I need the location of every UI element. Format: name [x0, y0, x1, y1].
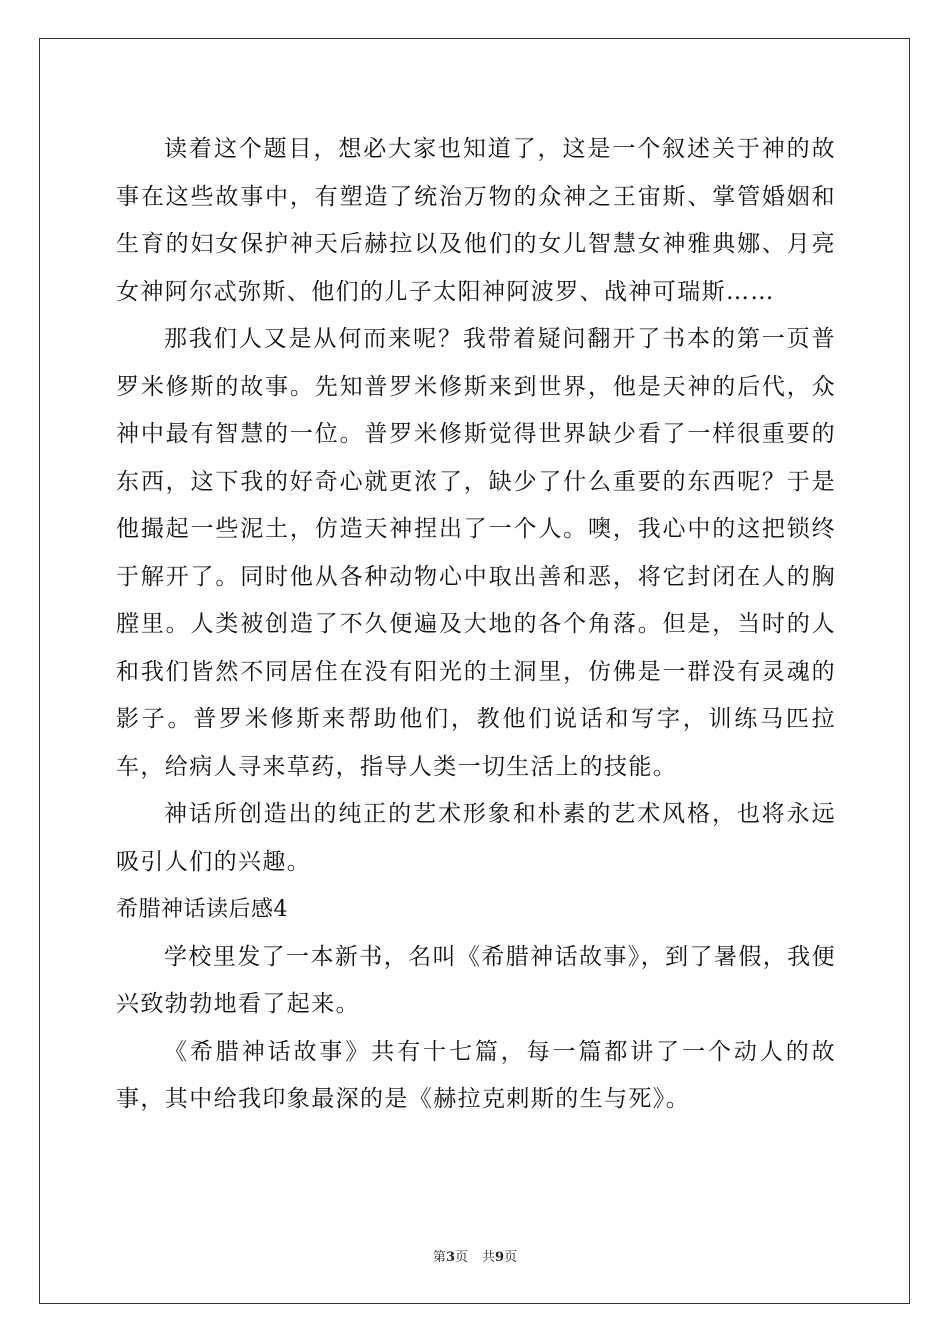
section-heading: 希腊神话读后感4	[116, 897, 288, 922]
page-number: 第3页	[432, 1250, 468, 1265]
page-total: 共9页	[482, 1250, 518, 1265]
document-body	[116, 126, 836, 1124]
paragraph-art-style: 神话所创造出的纯正的艺术形象和朴素的艺术风格，也将永远吸引人们的兴趣。	[116, 801, 836, 875]
paragraph-seventeen-stories: 《希腊神话故事》共有十七篇，每一篇都讲了一个动人的故事，其中给我印象最深的是《赫拉克剌斯的生与死》。	[116, 1038, 836, 1112]
page-footer	[0, 1246, 950, 1265]
paragraph-new-book: 学校里发了一本新书，名叫《希腊神话故事》，到了暑假，我便兴致勃勃地看了起来。	[116, 943, 836, 1017]
paragraph-prometheus: 那我们人又是从何而来呢？我带着疑问翻开了书本的第一页普罗米修斯的故事。先知普罗米修斯来到世界，他是天神的后代，众神中最有智慧的一位。普罗米修斯觉得世界缺少看了一样很重要的东西，这下我的好奇心就更浓了，缺少了什么重要的东西呢？于是他撮起一些泥土，仿造天神捏出了一个人。噢，我心中的这把锁终于解开了。同时他从各种动物心中取出善和恶，将它封闭在人的胸膛里。人类被创造了不久便遍及大地的各个角落。但是，当时的人和我们皆然不同居住在没有阳光的土洞里，仿佛是一群没有灵魂的影子。普罗米修斯来帮助他们，教他们说话和写字，训练马匹拉车，给病人寻来草药，指导人类一切生活上的技能。	[116, 326, 836, 780]
paragraph-gods-intro: 读着这个题目，想必大家也知道了，这是一个叙述关于神的故事在这些故事中，有塑造了统治万物的众神之王宙斯、掌管婚姻和生育的妇女保护神天后赫拉以及他们的女儿智慧女神雅典娜、月亮女神阿尔忒弥斯、他们的儿子太阳神阿波罗、战神可瑞斯……	[116, 136, 836, 305]
